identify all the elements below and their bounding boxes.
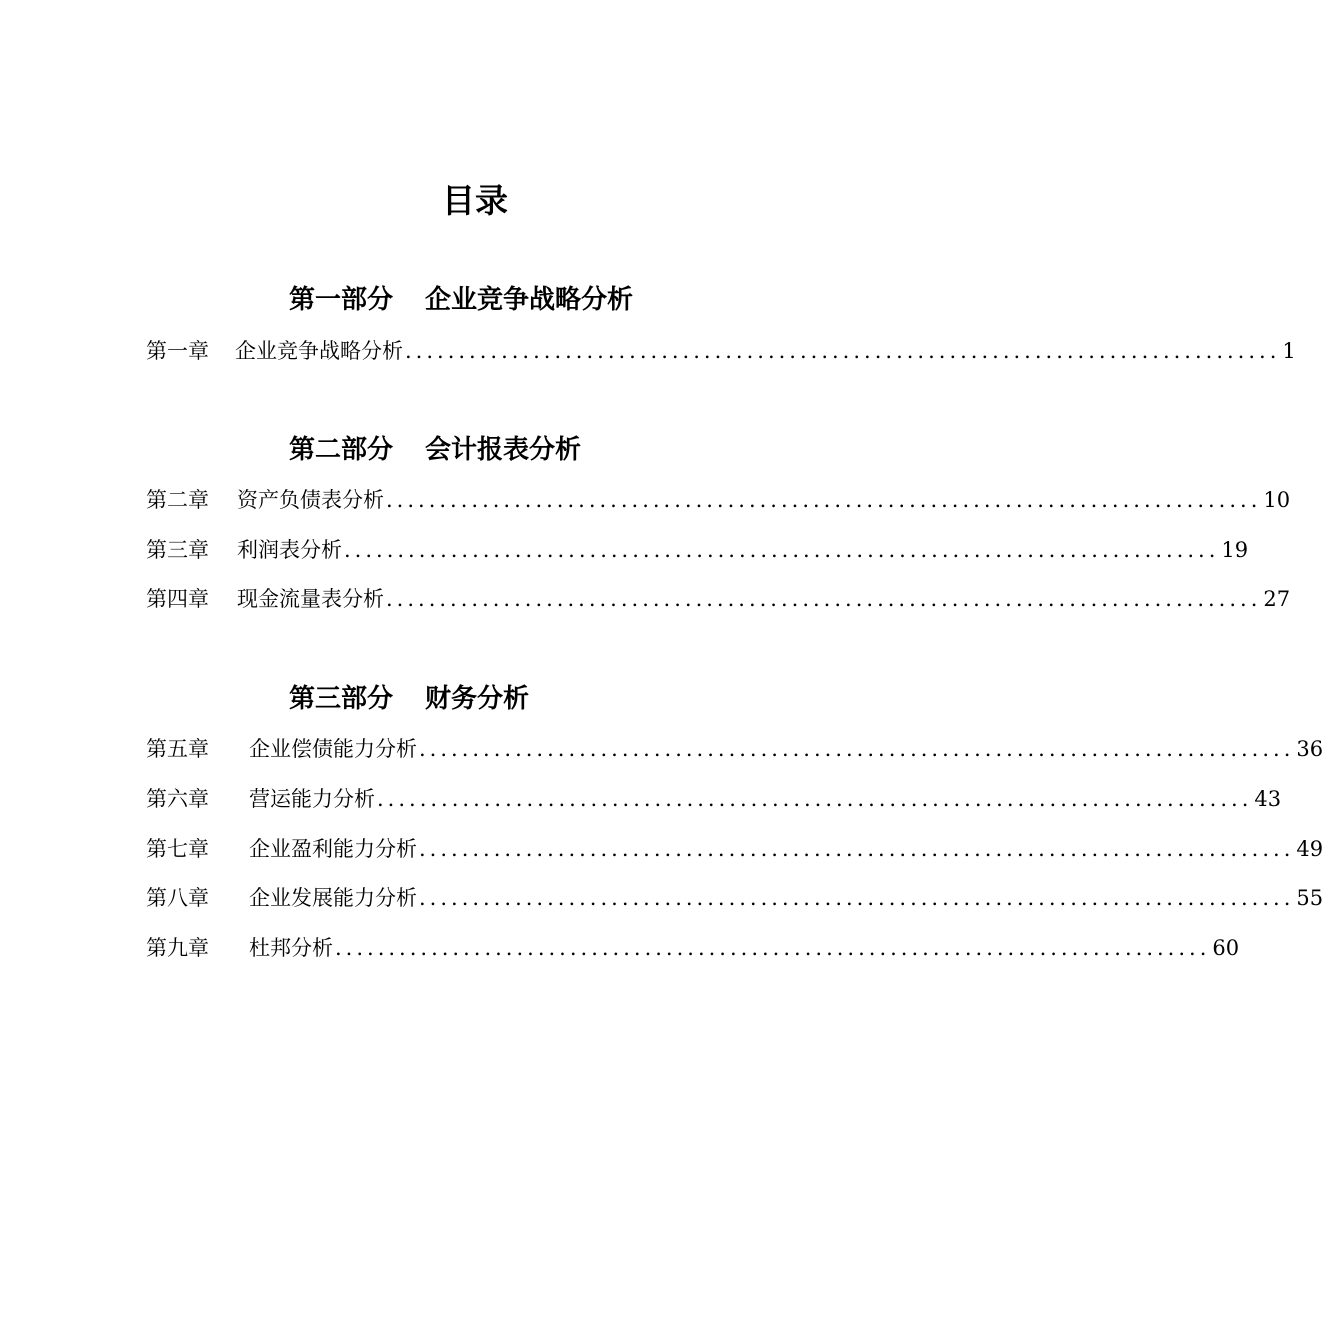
toc-entry-chapter-5[interactable] (146, 734, 1323, 764)
toc-entry-chapter-3[interactable] (146, 535, 1249, 565)
chapter-number: 第五章 (146, 737, 209, 761)
page-number: 19 (1221, 538, 1249, 562)
part-title: 企业竞争战略分析 (425, 285, 634, 315)
page-number: 60 (1212, 936, 1240, 960)
dot-leader: .................................................................................. (386, 587, 1262, 611)
toc-entry-chapter-1[interactable] (146, 336, 1296, 366)
dot-leader: .................................................................................. (344, 538, 1220, 562)
toc-entry-chapter-9[interactable] (146, 933, 1240, 963)
part-label: 第二部分 (289, 435, 394, 465)
part-heading-1 (289, 282, 633, 318)
part-heading-3 (289, 681, 529, 717)
page-number: 1 (1282, 339, 1296, 363)
chapter-title: 杜邦分析 (249, 936, 333, 960)
dot-leader: .................................................................................. (419, 737, 1295, 761)
toc-entry-chapter-7[interactable] (146, 834, 1323, 864)
chapter-title: 现金流量表分析 (237, 587, 384, 611)
chapter-title: 企业发展能力分析 (249, 886, 417, 910)
page-number: 10 (1263, 488, 1291, 512)
page-number: 27 (1263, 587, 1291, 611)
toc-title: 目录 (442, 181, 508, 220)
chapter-number: 第三章 (146, 538, 209, 562)
page-number: 43 (1254, 787, 1282, 811)
page-number: 36 (1296, 737, 1323, 761)
dot-leader: .................................................................................. (419, 837, 1295, 861)
dot-leader: .................................................................................. (386, 488, 1262, 512)
dot-leader: .................................................................................. (377, 787, 1253, 811)
dot-leader: .................................................................................. (335, 936, 1211, 960)
chapter-number: 第八章 (146, 886, 209, 910)
chapter-title: 企业偿债能力分析 (249, 737, 417, 761)
dot-leader: .................................................................................. (405, 339, 1281, 363)
page-number: 55 (1296, 886, 1323, 910)
chapter-number: 第一章 (146, 339, 209, 363)
toc-entry-chapter-2[interactable] (146, 485, 1291, 515)
part-label: 第一部分 (289, 285, 394, 315)
toc-entry-chapter-6[interactable] (146, 784, 1282, 814)
part-heading-2 (289, 432, 581, 468)
chapter-number: 第九章 (146, 936, 209, 960)
part-title: 财务分析 (425, 684, 530, 714)
toc-entry-chapter-8[interactable] (146, 883, 1323, 913)
chapter-title: 资产负债表分析 (237, 488, 384, 512)
dot-leader: .................................................................................. (419, 886, 1295, 910)
part-label: 第三部分 (289, 684, 394, 714)
chapter-title: 营运能力分析 (249, 787, 375, 811)
chapter-number: 第六章 (146, 787, 209, 811)
page-number: 49 (1296, 837, 1323, 861)
chapter-number: 第四章 (146, 587, 209, 611)
chapter-number: 第七章 (146, 837, 209, 861)
chapter-title: 企业盈利能力分析 (249, 837, 417, 861)
chapter-title: 企业竞争战略分析 (235, 339, 403, 363)
part-title: 会计报表分析 (425, 435, 582, 465)
chapter-title: 利润表分析 (237, 538, 342, 562)
chapter-number: 第二章 (146, 488, 209, 512)
toc-entry-chapter-4[interactable] (146, 584, 1291, 614)
